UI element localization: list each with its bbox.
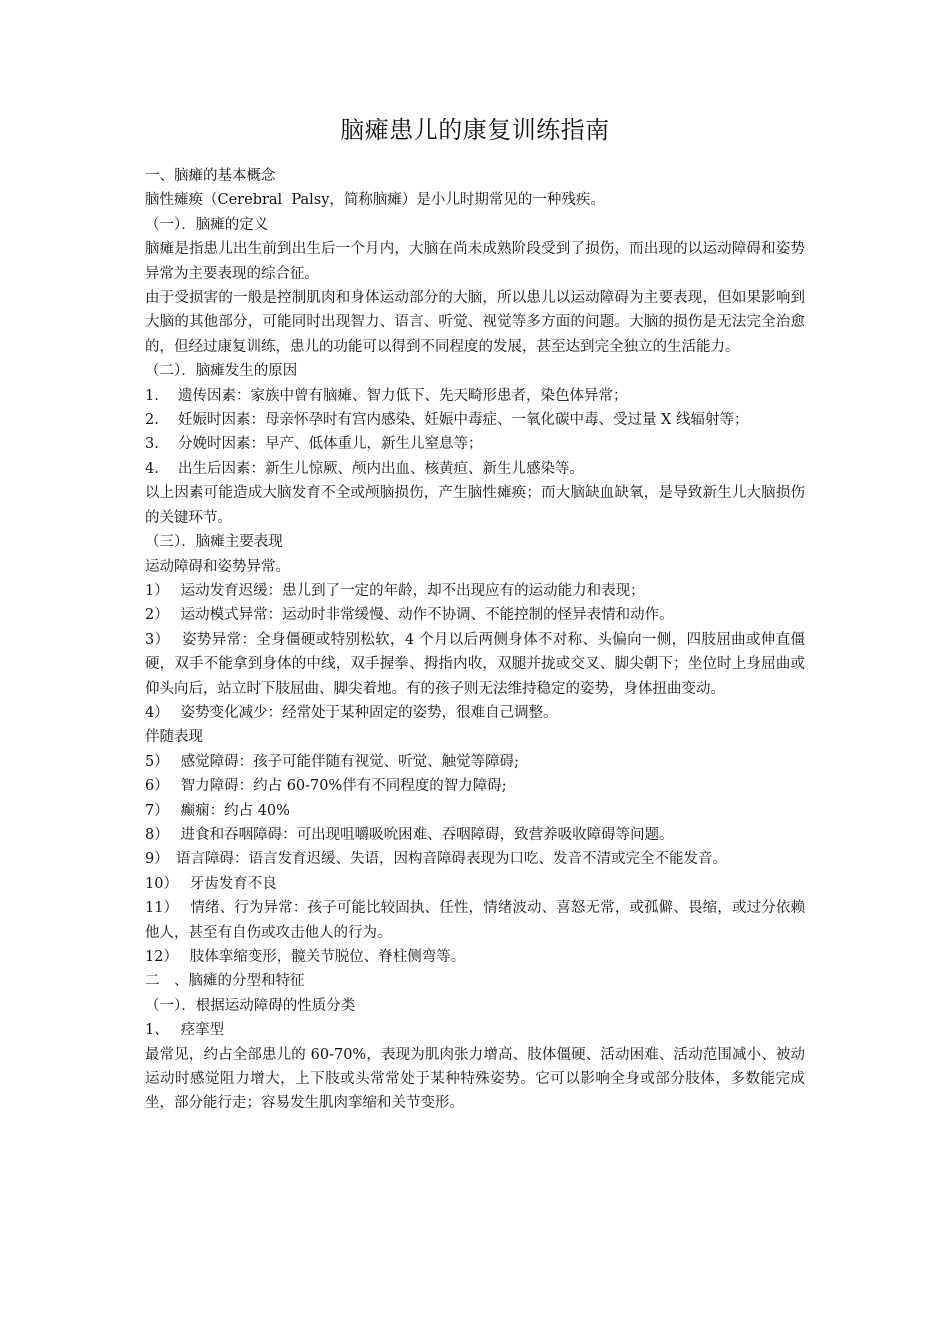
paragraph: 以上因素可能造成大脑发育不全或颅脑损伤，产生脑性瘫痪；而大脑缺血缺氧，是导致新生儿大脑损伤的关键环节。 <box>145 485 805 526</box>
paragraph: 脑瘫是指患儿出生前到出生后一个月内，大脑在尚未成熟阶段受到了损伤，而出现的以运动障碍和姿势异常为主要表现的综合征。 <box>145 241 805 282</box>
document-body <box>145 164 805 1116</box>
paragraph: （二）．脑瘫发生的原因 <box>145 363 298 380</box>
paragraph: 二 、脑瘫的分型和特征 <box>145 973 305 990</box>
document-title: 脑瘫患儿的康复训练指南 <box>340 116 610 144</box>
paragraph: 12） 肢体挛缩变形，髋关节脱位、脊柱侧弯等。 <box>145 949 466 965</box>
paragraph: 最常见，约占全部患儿的 60-70%，表现为肌肉张力增高、肢体僵硬、活动困难、活动范围减小、被动运动时感觉阻力增大，上下肢或头常常处于某种特殊姿势。它可以影响全身或部分肢体，多数能完成坐，部分能行走；容易发生肌肉挛缩和关节变形。 <box>145 1046 805 1112</box>
paragraph: 4. 出生后因素：新生儿惊厥、颅内出血、核黄疸、新生儿感染等。 <box>145 460 584 477</box>
document-page <box>145 110 805 1116</box>
paragraph: （三）．脑瘫主要表现 <box>145 534 283 551</box>
paragraph: 11） 情绪、行为异常：孩子可能比较固执、任性，情绪波动、喜怒无常，或孤僻、畏缩，或过分依赖他人，甚至有自伤或攻击他人的行为。 <box>145 900 805 941</box>
paragraph: 10） 牙齿发育不良 <box>145 875 277 892</box>
paragraph: 脑性瘫痪（Cerebral Palsy，简称脑瘫）是小儿时期常见的一种残疾。 <box>145 192 605 209</box>
paragraph: 2） 运动模式异常：运动时非常缓慢、动作不协调、不能控制的怪异表情和动作。 <box>145 607 674 624</box>
paragraph: 由于受损害的一般是控制肌肉和身体运动部分的大脑，所以患儿以运动障碍为主要表现，但如果影响到大脑的其他部分，可能同时出现智力、语言、听觉、视觉等多方面的问题。大脑的损伤是无法完全治愈的，但经过康复训练，患儿的功能可以得到不同程度的发展，甚至达到完全独立的生活能力。 <box>145 290 805 355</box>
paragraph: 7） 癫痫：约占 40% <box>145 802 290 819</box>
paragraph: 6） 智力障碍：约占 60-70%伴有不同程度的智力障碍; <box>145 778 507 795</box>
paragraph: 1. 遗传因素：家族中曾有脑瘫、智力低下、先天畸形患者，染色体异常； <box>145 387 628 404</box>
paragraph: 2. 妊娠时因素：母亲怀孕时有宫内感染、妊娠中毒症、一氧化碳中毒、受过量 X 线辐射等； <box>145 412 749 429</box>
paragraph: 4） 姿势变化减少：经常处于某种固定的姿势，很难自己调整。 <box>145 704 558 721</box>
paragraph: 3. 分娩时因素：早产、低体重儿，新生儿窒息等； <box>145 436 483 453</box>
paragraph: 运动障碍和姿势异常。 <box>145 558 290 575</box>
paragraph: 一、脑瘫的基本概念 <box>145 168 276 184</box>
paragraph: 5） 感觉障碍：孩子可能伴随有视觉、听觉、触觉等障碍; <box>145 753 519 770</box>
paragraph: 8） 进食和吞咽障碍：可出现咀嚼吸吮困难、吞咽障碍，致营养吸收障碍等问题。 <box>145 826 674 843</box>
paragraph: 伴随表现 <box>145 729 203 746</box>
paragraph: （一）．根据运动障碍的性质分类 <box>145 997 356 1014</box>
paragraph: （一）．脑瘫的定义 <box>145 216 269 233</box>
paragraph: 3） 姿势异常：全身僵硬或特别松软，4 个月以后两侧身体不对称、头偏向一侧，四肢屈曲或伸直僵硬，双手不能拿到身体的中线，双手握拳、拇指内收，双腿并拢或交叉、脚尖朝下；坐位时上身屈曲或仰头向后，站立时下肢屈曲、脚尖着地。有的孩子则无法维持稳定的姿势，身体扭曲变动。 <box>145 631 805 697</box>
paragraph: 1） 运动发育迟缓：患儿到了一定的年龄，却不出现应有的运动能力和表现； <box>145 582 645 599</box>
paragraph: 9） 语言障碍：语言发育迟缓、失语，因构音障碍表现为口吃、发音不清或完全不能发音。 <box>145 851 727 868</box>
paragraph: 1、 痉挛型 <box>145 1022 225 1039</box>
